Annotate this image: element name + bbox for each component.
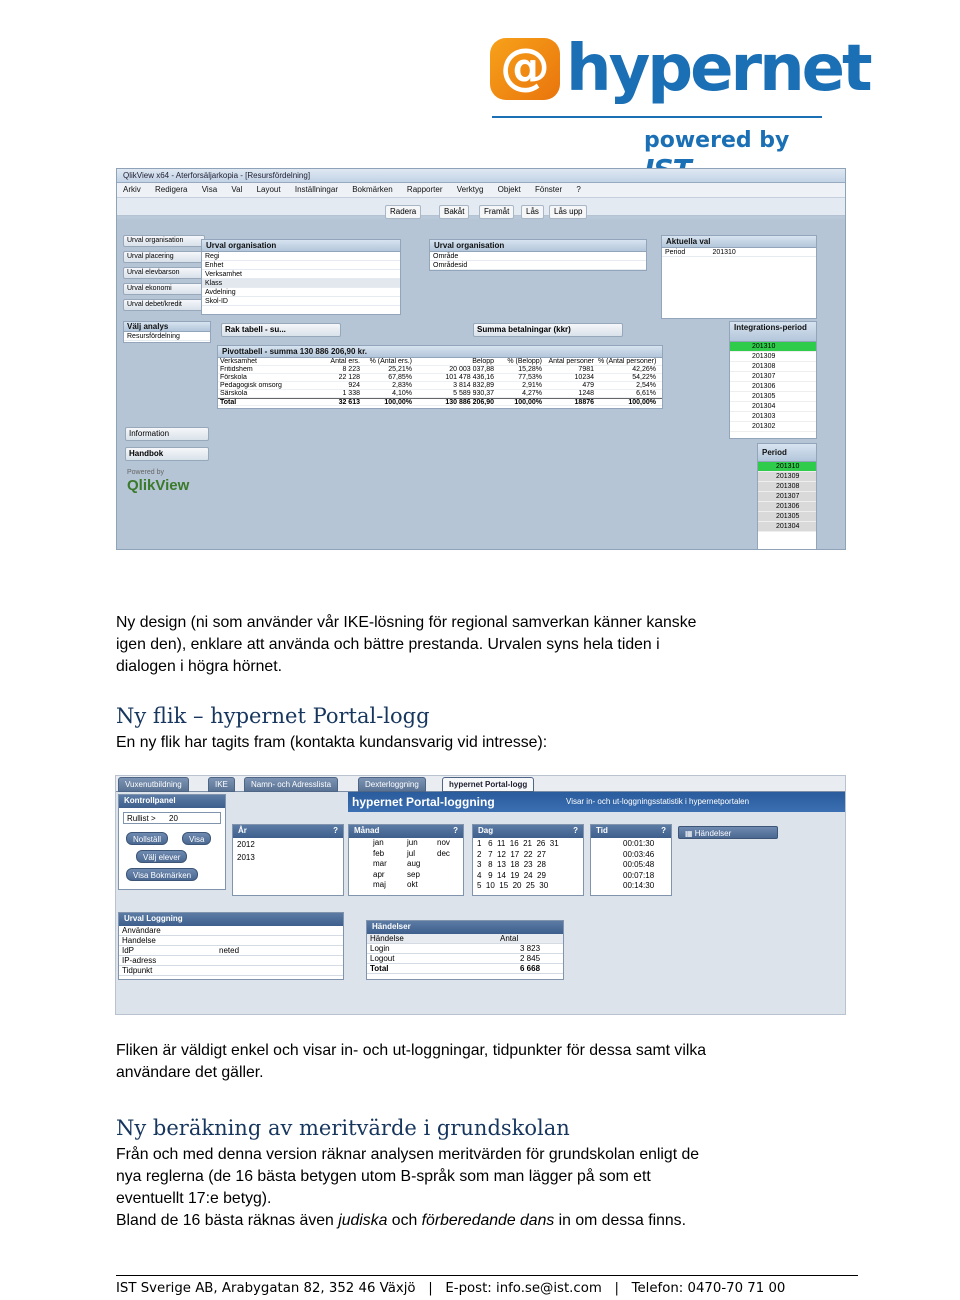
urval-organisation-title: Urval organisation: [202, 240, 400, 252]
menu-installningar[interactable]: Inställningar: [294, 185, 338, 194]
handelser-cell: 2 845: [520, 954, 541, 963]
las-upp-button[interactable]: Lås upp: [549, 205, 587, 219]
manad-item[interactable]: apr: [373, 869, 385, 879]
pivottabell: [217, 345, 663, 409]
tid-listbox: [590, 824, 672, 896]
pivot-total-cell: 100,00%: [514, 399, 542, 405]
pivot-col: % (Antal personer): [598, 358, 657, 365]
urval-item-tidpunkt[interactable]: Tidpunkt: [119, 966, 343, 976]
pivot-col: % (Belopp): [507, 358, 542, 365]
manad-col: [373, 838, 407, 891]
pivot-cell: 1248: [578, 390, 594, 397]
help-icon[interactable]: ?: [453, 826, 458, 835]
period-item[interactable]: 201307: [758, 492, 816, 502]
pivot-row[interactable]: [218, 390, 662, 398]
dag-row[interactable]: 1 6 11 16 21 26 31: [477, 839, 559, 848]
pivot-col: Antal personer: [548, 358, 594, 365]
pivot-cell: Förskola: [220, 374, 247, 381]
pivot-col: Verksamhet: [220, 358, 257, 365]
pivot-row[interactable]: [218, 374, 662, 382]
rullist-value: 20: [169, 814, 178, 823]
menu-visa[interactable]: Visa: [201, 185, 218, 194]
manad-item[interactable]: okt: [407, 880, 418, 889]
pivot-col: Belopp: [472, 358, 494, 365]
period-item[interactable]: 201309: [758, 472, 816, 482]
aktuella-val-row: [662, 248, 816, 257]
pivot-cell: 2,54%: [636, 382, 656, 389]
radera-button[interactable]: Radera: [385, 205, 421, 219]
dag-row[interactable]: 4 9 14 19 24 29: [477, 870, 546, 880]
pivot-cell: 4,10%: [392, 390, 412, 397]
information-button[interactable]: [125, 427, 209, 441]
manad-item[interactable]: jul: [407, 848, 416, 858]
handelser-col-handelse: Händelse: [370, 934, 404, 943]
aktuella-val-field: Period: [665, 249, 686, 256]
portal-banner: [348, 792, 846, 812]
integrationsperiod-item[interactable]: 201305: [730, 392, 816, 402]
pivot-cell: 42,26%: [632, 366, 656, 373]
tid-title: [591, 825, 671, 838]
integrationsperiod-listbox: [729, 321, 817, 439]
text-line: dialogen i högra hörnet.: [116, 658, 282, 675]
handelser-row[interactable]: [367, 954, 563, 964]
integrationsperiod-item[interactable]: 201304: [730, 402, 816, 412]
urval-ekonomi-button[interactable]: Urval ekonomi: [123, 283, 205, 295]
org2-item-omrade[interactable]: Område: [430, 252, 646, 261]
qlikview-logo: QlikView: [127, 477, 190, 494]
urval-item-idp[interactable]: [119, 946, 343, 956]
tab-ike[interactable]: IKE: [208, 777, 235, 792]
pivot-cell: Pedagogisk omsorg: [220, 382, 282, 389]
manad-item[interactable]: aug: [407, 859, 421, 868]
las-button[interactable]: Lås: [521, 205, 544, 219]
pivot-total-cell: 130 886 206,90: [445, 399, 494, 405]
summa-betalningar-button[interactable]: [473, 323, 623, 337]
urval-idp-label: IdP: [122, 946, 135, 955]
pivot-header-row: [218, 358, 662, 366]
integrationsperiod-item[interactable]: 201306: [730, 382, 816, 392]
qv-sheet: [117, 219, 846, 550]
period-title: Period: [758, 444, 816, 462]
menu-redigera[interactable]: Redigera: [155, 185, 188, 194]
pivot-cell: Särskola: [220, 390, 248, 397]
valj-analys-value[interactable]: Resursfördelning: [124, 332, 210, 341]
pivot-cell: 54,22%: [632, 374, 656, 381]
period-item[interactable]: 201310: [758, 462, 816, 472]
urval-idp-value: neted: [219, 946, 240, 955]
dag-listbox: [472, 824, 584, 896]
period-item[interactable]: 201306: [758, 502, 816, 512]
period-item[interactable]: 201304: [758, 522, 816, 532]
footer-rule: [116, 1275, 858, 1276]
visa-button[interactable]: Visa: [182, 832, 211, 845]
menu-arkiv[interactable]: Arkiv: [123, 185, 141, 194]
integrationsperiod-item[interactable]: 201307: [730, 372, 816, 382]
ar-title: [233, 825, 343, 838]
org2-item-omradesid[interactable]: Områdesid: [430, 261, 646, 270]
powered-by-text: Powered by: [127, 469, 164, 476]
rullist-field[interactable]: [123, 812, 221, 824]
pivot-cell: 6,61%: [636, 390, 656, 397]
pivot-cell: 2,91%: [522, 382, 542, 389]
pivot-cell: 22 128: [338, 374, 360, 381]
ar-listbox: [232, 824, 344, 896]
org-item-regi[interactable]: Regi: [202, 252, 400, 261]
handelser-button[interactable]: [678, 826, 778, 839]
ar-item[interactable]: 2013: [237, 852, 255, 862]
pivot-cell: 25,21%: [388, 366, 412, 373]
pivot-cell: 1 338: [342, 390, 360, 397]
dag-row[interactable]: 2 7 12 17 22 27: [477, 849, 546, 859]
integrationsperiod-item[interactable]: 201309: [730, 352, 816, 362]
org-item-avdelning[interactable]: Avdelning: [202, 288, 400, 297]
ar-title-label: År: [238, 826, 247, 835]
handelser-row[interactable]: [367, 944, 563, 954]
tab-dexterloggning[interactable]: Dexterloggning: [358, 777, 426, 792]
urval-placering-button[interactable]: Urval placering: [123, 251, 205, 263]
urval-organisation-button[interactable]: Urval organisation: [123, 235, 205, 247]
integrationsperiod-item[interactable]: 201310: [730, 342, 816, 352]
tid-title-label: Tid: [596, 826, 608, 835]
footer-contact: IST Sverige AB, Arabygatan 82, 352 46 Växjö | E-post: info.se@ist.com | Telefon: 0470-70 71 00: [116, 1281, 786, 1296]
tab-namn-och-adresslista[interactable]: Namn- och Adresslista: [244, 777, 338, 792]
rak-tabell-button[interactable]: [221, 323, 341, 337]
pivot-cell: 5 589 930,37: [453, 390, 494, 397]
urval-loggning-title: Urval Loggning: [119, 913, 343, 926]
help-icon[interactable]: ?: [573, 826, 578, 835]
menu-help[interactable]: ?: [576, 185, 581, 194]
text-line: nya reglerna (de 16 bästa betygen utom B-språk som man lägger på som ett: [116, 1168, 651, 1185]
handelser-total-row: [367, 964, 563, 974]
urval-debet-kredit-button[interactable]: Urval debet/kredit: [123, 299, 205, 311]
integrationsperiod-item[interactable]: 201303: [730, 412, 816, 422]
pivot-cell: 101 478 436,16: [445, 374, 494, 381]
visa-bokmarken-button[interactable]: Visa Bokmärken: [126, 868, 198, 881]
dag-title-label: Dag: [478, 826, 494, 835]
menu-verktyg[interactable]: Verktyg: [456, 185, 484, 194]
handelser-col-antal: Antal: [500, 934, 519, 943]
hypernet-at-mark: @: [490, 38, 560, 100]
dag-title: [473, 825, 583, 838]
ar-item[interactable]: 2012: [237, 840, 255, 849]
pivot-row[interactable]: [218, 382, 662, 390]
aktuella-val-box: [661, 235, 817, 319]
pivot-cell: 10234: [574, 374, 594, 381]
qlikview-screenshot: [116, 168, 846, 550]
org-item-skol-id[interactable]: Skol-ID: [202, 297, 400, 306]
manad-item[interactable]: jan: [373, 838, 384, 847]
manad-col: [407, 838, 437, 891]
pivot-total-cell: 100,00%: [384, 399, 412, 405]
bakat-button[interactable]: Bakåt: [439, 205, 469, 219]
manad-columns: [349, 838, 463, 891]
pivot-total-cell: Total: [220, 399, 237, 405]
qv-menu-bar: [117, 183, 845, 198]
pivot-cell: 20 003 037,88: [449, 366, 494, 373]
pivot-total-cell: 100,00%: [628, 399, 656, 405]
handelser-table: [366, 920, 564, 980]
pivot-col: % (Antal ers.): [369, 358, 412, 365]
org-item-verksamhet[interactable]: Verksamhet: [202, 270, 400, 279]
pivot-cell: 3 814 832,89: [453, 382, 494, 389]
portal-logg-screenshot: [115, 775, 846, 1015]
manad-title: [349, 825, 463, 838]
handbok-button[interactable]: [125, 447, 209, 461]
qv-title-bar: QlikView x64 - Aterforsäljarkopia - [Resursfördelning]: [117, 169, 845, 183]
portal-banner-title: hypernet Portal-loggning: [352, 795, 495, 809]
period-item[interactable]: 201308: [758, 482, 816, 492]
integrationsperiod-item[interactable]: 201302: [730, 422, 816, 432]
pivottabell-title: Pivottabell - summa 130 886 206,90 kr.: [218, 346, 662, 358]
text-line: Fliken är väldigt enkel och visar in- och ut-loggningar, tidpunkter för dessa samt vilka: [116, 1042, 707, 1059]
tab-vuxenutbildning[interactable]: Vuxenutbildning: [118, 777, 189, 792]
urval-organisation-2-title: Urval organisation: [430, 240, 646, 252]
hypernet-logo: [488, 32, 870, 158]
dag-row[interactable]: 3 8 13 18 23 28: [477, 860, 546, 869]
pivot-row[interactable]: [218, 366, 662, 374]
manad-item[interactable]: sep: [407, 869, 420, 879]
pivot-cell: 8 223: [342, 366, 360, 373]
manad-col: [437, 838, 461, 891]
summa-betalningar-label: Summa betalningar (kkr): [477, 325, 571, 334]
nollstall-button[interactable]: Nollställ: [126, 832, 168, 845]
powered-by-label: powered by: [644, 128, 790, 153]
portal-banner-subtitle: Visar in- och ut-loggningsstatistik i hypernetportalen: [566, 797, 750, 806]
pivot-cell: 77,53%: [518, 374, 542, 381]
valj-analys-box: [123, 321, 211, 343]
rullist-label: Rullist >: [127, 814, 156, 823]
heading-meritvarde: Ny beräkning av meritvärde i grundskolan: [116, 1116, 570, 1140]
rak-tabell-label: Rak tabell - su...: [225, 325, 286, 334]
pivot-cell: 2,83%: [392, 382, 412, 389]
kontrollpanel-title: Kontrollpanel: [119, 795, 225, 808]
pivot-cell: 924: [348, 382, 360, 389]
period-item[interactable]: 201305: [758, 512, 816, 522]
framat-button[interactable]: Framåt: [479, 205, 514, 219]
chart-icon: ▦: [685, 829, 695, 838]
pivot-total-cell: 18876: [574, 399, 594, 405]
handbok-label: Handbok: [129, 449, 164, 458]
tid-item[interactable]: 00:01:30: [623, 839, 655, 848]
pivot-cell: Fritidshem: [220, 366, 253, 373]
menu-objekt[interactable]: Objekt: [497, 185, 521, 194]
handelser-cell: Logout: [370, 954, 395, 963]
pivot-cell: 4,27%: [522, 390, 542, 397]
urval-organisation-listbox-2: [429, 239, 647, 271]
text-segment: Bland de 16 bästa räknas även: [116, 1212, 339, 1229]
urval-item-handelse[interactable]: Handelse: [119, 936, 343, 946]
urval-item-anvandare[interactable]: Användare: [119, 926, 343, 936]
valj-elever-button[interactable]: Välj elever: [136, 850, 187, 863]
handelser-button-label: Händelser: [694, 829, 732, 838]
pivot-col: Antal ers.: [330, 358, 360, 365]
pivot-cell: 15,28%: [518, 366, 542, 373]
menu-fonster[interactable]: Fönster: [535, 185, 563, 194]
urval-organisation-listbox: [201, 239, 401, 315]
urval-loggning-box: [118, 912, 344, 980]
org-item-enhet[interactable]: Enhet: [202, 261, 400, 270]
manad-item[interactable]: feb: [373, 848, 385, 858]
handelser-cell: Login: [370, 944, 390, 953]
handelser-total-cell: 6 668: [520, 964, 541, 973]
portal-intro-text: En ny flik har tagits fram (kontakta kundansvarig vid intresse):: [116, 734, 548, 751]
period-listbox: [757, 443, 817, 550]
meritvarde-paragraph: [116, 1144, 699, 1232]
handelser-table-title: Händelser: [367, 921, 563, 934]
aktuella-val-value: 201310: [712, 249, 736, 256]
tid-item[interactable]: 00:07:18: [623, 870, 655, 880]
menu-val[interactable]: Val: [231, 185, 243, 194]
help-icon[interactable]: ?: [661, 826, 666, 835]
text-line: igen den), enklare att använda och bättre prestanda. Urvalen syns hela tiden i: [116, 636, 660, 653]
manad-item[interactable]: maj: [373, 880, 386, 889]
manad-item[interactable]: jun: [407, 838, 418, 847]
manad-listbox: [348, 824, 464, 896]
handelser-header-row: [367, 934, 563, 944]
text-line: [116, 1210, 699, 1232]
manad-item[interactable]: nov: [437, 838, 450, 847]
pivot-cell: 7981: [578, 366, 594, 373]
text-line: Från och med denna version räknar analysen meritvärden för grundskolan enligt de: [116, 1146, 700, 1163]
pivot-cell: 479: [582, 382, 594, 389]
org-item-klass[interactable]: Klass: [202, 279, 400, 288]
pivot-total-row: [218, 398, 662, 406]
tid-item[interactable]: 00:03:46: [623, 849, 655, 859]
text-line: användare det gäller.: [116, 1064, 264, 1081]
portal-description: [116, 1040, 706, 1084]
pivot-cell: 67,85%: [388, 374, 412, 381]
information-label: Information: [129, 429, 170, 438]
hypernet-wordmark: hypernet: [566, 32, 870, 106]
integrationsperiod-title: Integrations-period: [730, 322, 816, 342]
menu-rapporter[interactable]: Rapporter: [406, 185, 443, 194]
pivot-grid: [218, 358, 662, 406]
heading-portal-logg: Ny flik – hypernet Portal-logg: [116, 704, 430, 728]
integrationsperiod-item[interactable]: 201308: [730, 362, 816, 372]
menu-bokmarken[interactable]: Bokmärken: [352, 185, 393, 194]
text-emphasis: judiska: [338, 1212, 388, 1229]
menu-layout[interactable]: Layout: [256, 185, 281, 194]
intro-paragraph: [116, 612, 696, 678]
manad-item[interactable]: mar: [373, 859, 387, 868]
logo-divider: [492, 116, 822, 118]
tid-item[interactable]: 00:14:30: [623, 881, 655, 890]
manad-title-label: Månad: [354, 826, 380, 835]
help-icon[interactable]: ?: [333, 826, 338, 835]
text-line: Ny design (ni som använder vår IKE-lösning för regional samverkan känner kanske: [116, 614, 697, 631]
text-segment: och: [387, 1212, 422, 1229]
text-line: eventuellt 17:e betyg).: [116, 1190, 272, 1207]
urval-elevbarson-button[interactable]: Urval elevbarson: [123, 267, 205, 279]
handelser-total-cell: Total: [370, 964, 389, 973]
aktuella-val-title: Aktuella val: [662, 236, 816, 248]
handelser-cell: 3 823: [520, 944, 541, 953]
tid-item[interactable]: 00:05:48: [623, 860, 655, 869]
tab-hypernet-portal-logg[interactable]: hypernet Portal-logg: [442, 777, 534, 792]
manad-item[interactable]: dec: [437, 848, 450, 858]
urval-item-ip-adress[interactable]: IP-adress: [119, 956, 343, 966]
dag-row[interactable]: 5 10 15 20 25 30: [477, 881, 549, 890]
pivot-total-cell: 32 613: [338, 399, 360, 405]
text-emphasis: förberedande dans: [421, 1212, 555, 1229]
valj-analys-title: Välj analys: [124, 322, 210, 332]
text-segment: in om dessa finns.: [554, 1212, 686, 1229]
